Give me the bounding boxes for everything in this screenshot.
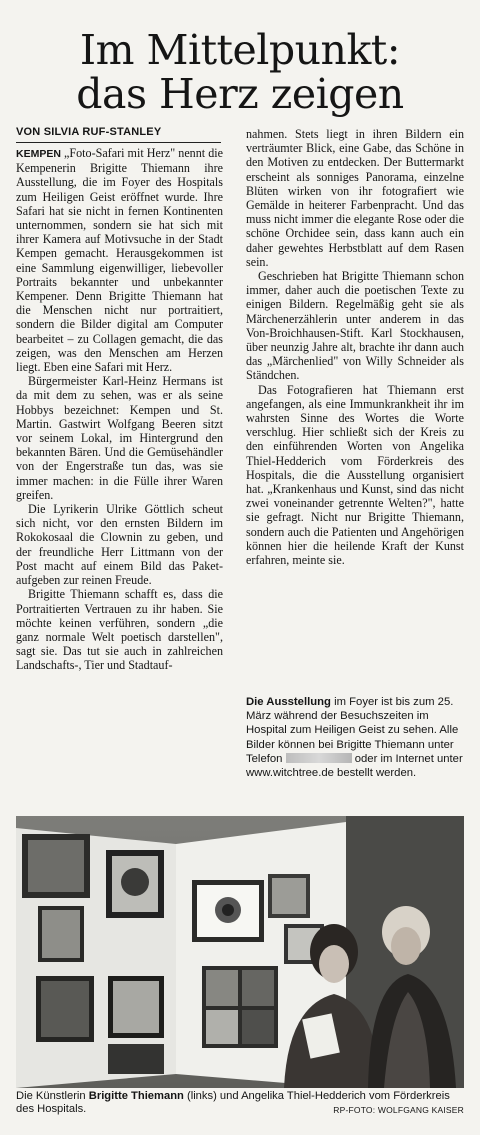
headline-line-2: das Herz zeigen: [76, 70, 404, 118]
headline-line-1: Im Mittelpunkt:: [79, 26, 401, 74]
info-label: Die Ausstellung: [246, 696, 331, 708]
article-paragraph: nahmen. Stets liegt in ihren Bildern ein verträumter Blick, eine Gabe, das Schöne in den Motiven zu entdecken. Der Buttermarkt erscheint als sonniges Panorama, einzelne Blüten wirken von ihr fotografiert wie Gemälde in heiterer Farbenpracht. Und das muss nicht immer die elegante Rose oder die schöne Orchidee sein, dass kann auch ein daher gewehtes Herbstblatt auf dem Rasen sein.: [246, 127, 464, 269]
paragraph-text: „Foto-Safari mit Herz" nennt die Kempenerin Brigitte Thiemann ihre Ausstellung, die im Foyer des Hospitals zum Heiligen Geist eröffnet wurde. Ihre Safari hat sie nicht in fernen Kontinenten unternommen, sondern sie hat sich mit ihrer Kamera auf Motivsuche in der Stadt Kempen gemacht. Herausgekommen ist eine Sammlung eigenwilliger, liebevoller Portraits bekannter und unbekannter Kempener. Denn Brigitte Thiemann hat die Menschen nicht nur portraitiert, sondern die Bilder digital am Computer bearbeitet – zu Collagen gemacht, die das zeigen, was den Menschen am Herzen liegt. Eben eine Safari mit Herz.: [16, 146, 223, 375]
photo-credit: RP-FOTO: WOLFGANG KAISER: [333, 1105, 464, 1115]
byline: VON SILVIA RUF-STANLEY: [16, 126, 162, 138]
caption-text: Die Künstlerin: [16, 1090, 89, 1102]
article-column-left: [16, 146, 223, 673]
article-paragraph: Das Fotografieren hat Thiemann erst angefangen, als eine Immunkrankheit ihr im wahrsten Sinne des Wortes die Worte verschlug. Hier schließt sich der Kreis zu den einführenden Worten von Angelika Thiel-Hedderich vom Förderkreis des Hospitals, die die Ausstellung organisiert hat. „Krankenhaus und Kunst, sind das nicht zwei voneinander getrennte Welten?", hatte sie gefragt. Nicht nur Brigitte Thiemann, sondern auch die Patienten und Angehörigen können hier die heilende Kraft der Kunst erfahren, meinte sie.: [246, 382, 464, 568]
article-paragraph: Die Lyrikerin Ulrike Göttlich scheut sich nicht, vor den ernsten Bildern im Rokokosaal die Clownin zu geben, und der freundliche Herr Littmann von der Post macht auf einem Bild das Paket-aufgeben zur reinen Freude.: [16, 502, 223, 588]
byline-rule: [16, 142, 221, 143]
dateline: KEMPEN: [16, 148, 61, 160]
article-column-right: [246, 127, 464, 567]
caption-text-2: (links) und Angelika Thiel-Hedderich vom Förderkreis des Hospitals.: [16, 1090, 450, 1115]
article-paragraph: [16, 146, 223, 374]
caption-bold-name: Brigitte Thiemann: [88, 1090, 184, 1102]
redacted-phone-number: [286, 753, 352, 763]
headline: [0, 28, 480, 116]
article-paragraph: Brigitte Thiemann schafft es, dass die Portraitierten Vertrauen zu ihr haben. Sie möchte keinen verführen, sondern „die ganz normale Welt poetisch darstellen", sagt sie. Das tut sie auch in zahlreichen Landschafts-, Tier und Stadtauf-: [16, 587, 223, 673]
exhibition-photo: [16, 816, 464, 1088]
exhibition-info-box: [246, 695, 464, 780]
info-text: im Foyer ist bis zum 25. März während der Besuchszeiten im Hospital zum Heiligen Geist zu sehen. Alle Bilder können bei Brigitte Thiemann unter Telefon: [246, 696, 459, 765]
article-paragraph: Geschrieben hat Brigitte Thiemann schon immer, daher auch die poetischen Texte zu einigen Bildern. Regelmäßig geht sie als Märchenerzählerin unter anderem in das Von-Broichhausen-Stift. Karl Stockhausen, über neunzig Jahre alt, brachte ihr dann auch das „Märchenlied" von Willy Schneider als Ständchen.: [246, 269, 464, 383]
article-paragraph: Bürgermeister Karl-Heinz Hermans ist da mit dem zu sehen, was er als seine Hobbys bezeichnet: Kempen und St. Martin. Gastwirt Wolfgang Beeren sitzt vor seinem Lokal, im Hintergrund den bekannten Bären. Und die Gemüsehändler von der Engerstraße tun das, was sie immer machen: in die Fülle ihrer Waren greifen.: [16, 374, 223, 502]
info-text-2: oder im Internet unter www.witchtree.de bestellt werden.: [246, 752, 463, 780]
